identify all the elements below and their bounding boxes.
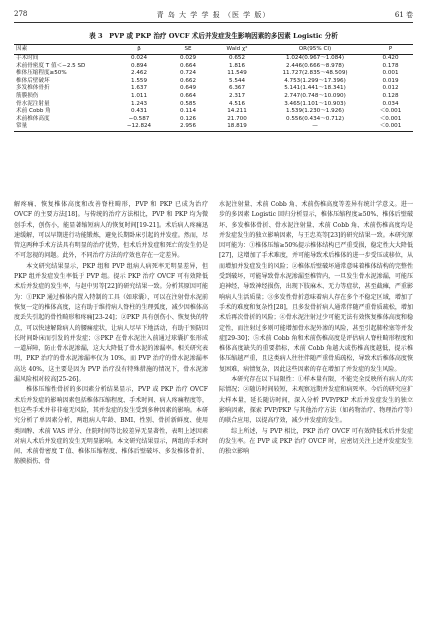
cell-se: 0.724 xyxy=(179,70,196,77)
cell-wald: 5.544 xyxy=(228,77,245,84)
header-factor: 因素 xyxy=(14,45,114,55)
body-paragraph: 综上所述，与 PVP 相比，PKP 治疗 OVCF 可有效降低术后并发症的发生率。在 PVP 或 PKP 治疗 OVCF 时，应密切关注上述并发症发生的独立影响 xyxy=(219,427,413,456)
body-paragraph: 本文研究结果显示，PKP 组和 PVP 组病人病死率无明显差异，但 PKP 组并发症发生率低于 PVP 组。提示 PKP 治疗 OVCF 可有效降低术后并发症的发生率，与赵中男等[22]的研究结果一致。分析其原因可能为：①PKP 通过椎体内置入特制的工具（如球囊），可以在注射骨水泥前恢复一定的椎体高度，这有助于维持病人脊柱的生理弧度，减少因椎体高度丢失引起的骨性畸形和疼痛[23-24]；②PKP 具有创伤小、恢复快的特点，可以快速解除病人的腰痛症状，让病人尽早下地活动，有助于预防因长时间卧床而引发的并发症；③PKP 在骨水泥注入前通过球囊扩张形成一道屏障，防止骨水泥渗漏，这大大降低了骨水泥的渗漏率。相关研究表明，PKP 治疗的骨水泥渗漏率仅为 10%，而 PVP 治疗的骨水泥渗漏率高达 40%，这主要是因为 PVP 治疗没有特殊措施的情况下，骨水泥渗漏风险相对较高[25-26]。 xyxy=(14,262,208,384)
cell-beta: 0.894 xyxy=(130,62,147,69)
table-caption: 表 3 PVP 或 PKP 治疗 OVCF 术后并发症发生影响因素的多因素 Logistic 分析 xyxy=(89,32,338,40)
cell-or-ci: 2.446(0.666～8.978) xyxy=(286,62,344,69)
cell-se: 0.664 xyxy=(179,92,196,99)
table-row xyxy=(14,108,413,116)
header-or-ci: OR(95% CI) xyxy=(262,45,368,55)
cell-p: 0.019 xyxy=(382,77,399,84)
cell-se: 0.126 xyxy=(179,115,196,122)
cell-beta: 1.243 xyxy=(130,100,147,107)
body-column-left xyxy=(14,200,208,468)
cell-wald: 21.700 xyxy=(227,115,247,122)
cell-beta: 2.462 xyxy=(130,70,147,77)
cell-beta: 1.559 xyxy=(130,77,147,84)
cell-p: 0.012 xyxy=(382,85,399,92)
body-column-right xyxy=(219,200,413,457)
body-paragraph: 解疼痛、恢复椎体高度和改善脊柱畸形，PVP 和 PKP 已成为治疗 OVCF 的主要方法[18]。与传统的治疗方法相比，PVP 和 PKP 均为微创手术，创伤小，能显著缩短病人的恢复时间[19-21]。术后病人疼痛迅速缓解，可以早期进行功能锻炼，避免长期卧床引起的并发症。然而，尽管这两种手术方法具有明显的治疗优势，但术后并发症和死亡的发生仍是不可忽视的问题。此外，不同治疗方法的疗效也存在一定差异。 xyxy=(14,201,208,260)
table-row xyxy=(14,85,413,93)
table-header-row xyxy=(14,45,413,55)
journal-title: 青 岛 大 学 学 报 （医 学 版） xyxy=(156,11,271,19)
cell-p: ＜0.001 xyxy=(379,115,402,122)
cell-wald: 18.819 xyxy=(212,123,262,131)
cell-wald: 14.211 xyxy=(227,108,247,115)
cell-factor: 手术时间 xyxy=(16,55,39,61)
body-paragraph: 水泥注射量、术前 Cobb 角、术前伤椎高度等差异有统计学意义。进一步的多因素 Logistic 回归分析显示，椎体压缩程度≥50%、椎体后壁破坏、多发椎体骨折、骨水泥注射量、术前 Cobb 角、术前伤椎高度均是并发症发生的独立影响因素，与王忠英等[23]的研究结果一致。本研究原因可能为：①椎体压缩≥50%提示椎体结构已严重受损，稳定性大大降低[27]，这增加了手术难度，并可能导致术后椎体的进一步受压或移位，从而增加并发症发生的风险；②椎体后壁破坏通常意味着椎体结构的完整性受到破坏，可能导致骨水泥渗漏至椎管内，一旦发生骨水泥渗漏，可能压迫神经，导致神经损伤，出现下肢麻木、无力等症状，甚至截瘫，严重影响病人生活质量；③多发性骨折意味着病人存在多个不稳定区域，增加了手术的难度和复杂性[28]，且多发骨折病人通常伴随严重骨质疏松，增加术后再次骨折的风险；④骨水泥注射过少可能无法有效恢复椎体高度和稳定性，而注射过多则可能增加骨水泥外渗的风险，甚至引起肺栓塞等并发症[29-30]；⑤术前 Cobb 角和术前伤椎高度是评估病人脊柱畸形程度和椎体高度缺失的重要指标，术前 Cobb 角越大或伤椎高度越低，提示椎体压缩越严重，且这类病人往往伴随严重骨质疏松，导致术后椎体高度恢复困难，病情复杂，因此这些因素的存在增加了并发症的发生风险。 xyxy=(219,201,413,373)
cell-beta: 0.431 xyxy=(130,108,147,115)
cell-beta: 1.011 xyxy=(130,92,147,99)
cell-beta: 1.637 xyxy=(130,85,147,92)
cell-se: 0.585 xyxy=(179,100,196,107)
cell-or-ci: 3.465(1.101～10.903) xyxy=(284,100,346,107)
header-beta: β xyxy=(114,45,164,55)
cell-factor: 常量 xyxy=(14,123,114,131)
cell-factor: 术前骨密度 T 值＜−2.5 SD xyxy=(16,62,86,69)
cell-or-ci: 0.556(0.434～0.712) xyxy=(286,115,344,122)
cell-factor: 骨水泥注射量 xyxy=(16,100,50,107)
cell-or-ci: 4.753(1.299～17.396) xyxy=(284,77,346,84)
volume-label: 61 卷 xyxy=(394,11,413,19)
header-se: SE xyxy=(164,45,212,55)
cell-factor: 术前 Cobb 角 xyxy=(16,108,51,115)
cell-se: 0.649 xyxy=(179,85,196,92)
cell-or-ci: 1.539(1.230～1.926) xyxy=(286,108,344,115)
cell-or-ci: 1.024(0.967～1.084) xyxy=(286,55,344,61)
cell-wald: 11.549 xyxy=(227,70,247,77)
cell-wald: 6.367 xyxy=(228,85,245,92)
table-row xyxy=(14,123,413,131)
page-number: 278 xyxy=(14,10,28,18)
cell-or-ci: 2.747(0.748～10.090) xyxy=(284,92,346,99)
cell-p: 0.420 xyxy=(382,55,399,61)
cell-factor: 椎体压缩程度≥50% xyxy=(16,70,67,77)
running-header xyxy=(14,8,413,23)
cell-wald: 0.652 xyxy=(228,55,245,61)
cell-beta: 0.024 xyxy=(130,55,147,61)
table-row xyxy=(14,55,413,63)
cell-factor: 术前椎体高度 xyxy=(16,115,50,122)
cell-se: 2.956 xyxy=(164,123,212,131)
header-wald: Wald χ² xyxy=(212,45,262,55)
cell-p: ＜0.001 xyxy=(368,123,413,131)
body-paragraph: 本研究存在以下局限性：①样本量有限，不能完全反映所有病人的实际情况；②随访时间较短，未观察远期并发症和病死率。今后的研究应扩大样本量，延长随访时间，深入分析 PVP/PKP 术后并发症发生的独立影响因素，探索 PVP/PKP 与其他治疗方法（如药物治疗、物理治疗等）的联合应用，以提高疗效，减少并发症的发生。 xyxy=(219,376,413,425)
header-p: P xyxy=(368,45,413,55)
cell-or-ci: 11.727(2.835～48.509) xyxy=(282,70,348,77)
cell-p: 0.001 xyxy=(382,70,399,77)
table-row xyxy=(14,101,413,109)
cell-factor: 椎体后壁破坏 xyxy=(16,77,50,84)
cell-p: 0.128 xyxy=(382,92,399,99)
cell-or-ci: 5.141(1.441～18.341) xyxy=(284,85,346,92)
cell-wald: 2.317 xyxy=(228,92,245,99)
table-row xyxy=(14,116,413,124)
cell-p: ＜0.001 xyxy=(379,108,402,115)
table-row xyxy=(14,70,413,78)
cell-or-ci: — xyxy=(262,123,368,131)
cell-se: 0.114 xyxy=(179,108,196,115)
cell-beta: −0.587 xyxy=(128,115,150,122)
cell-se: 0.029 xyxy=(179,55,196,61)
table-row xyxy=(14,63,413,71)
logistic-regression-table xyxy=(14,44,413,132)
cell-p: 0.034 xyxy=(382,100,399,107)
cell-p: 0.178 xyxy=(382,62,399,69)
cell-se: 0.664 xyxy=(179,62,196,69)
table-row xyxy=(14,93,413,101)
cell-wald: 4.516 xyxy=(228,100,245,107)
table-body xyxy=(14,55,413,132)
cell-se: 0.662 xyxy=(179,77,196,84)
cell-wald: 1.816 xyxy=(228,62,245,69)
cell-factor: 多发椎体骨折 xyxy=(16,85,50,92)
table-row xyxy=(14,78,413,86)
cell-beta: −12.824 xyxy=(114,123,164,131)
cell-factor: 筋膜损伤 xyxy=(16,92,39,99)
body-paragraph: 椎体压缩性骨折的多因素分析结果显示，PVP 或 PKP 治疗 OVCF 术后并发症的影响因素包括椎体压缩程度、手术时间、病人疼痛程度等，但这些手术并非非毫无风险，其并发症的发生受到多种因素的影响。本研究分析了单因素分析，两组病人年龄、BMI、性别、骨折新鲜度、使用类固醇、术前 VAS 评分、住院时间等比较差异无显著性，表明上述因素对病人术后并发症的发生无明显影响。本文研究结果显示，两组的手术时间、术前骨密度 T 值、椎体压缩程度、椎体后壁破坏、多发椎体骨折、筋膜损伤、骨 xyxy=(14,386,208,466)
